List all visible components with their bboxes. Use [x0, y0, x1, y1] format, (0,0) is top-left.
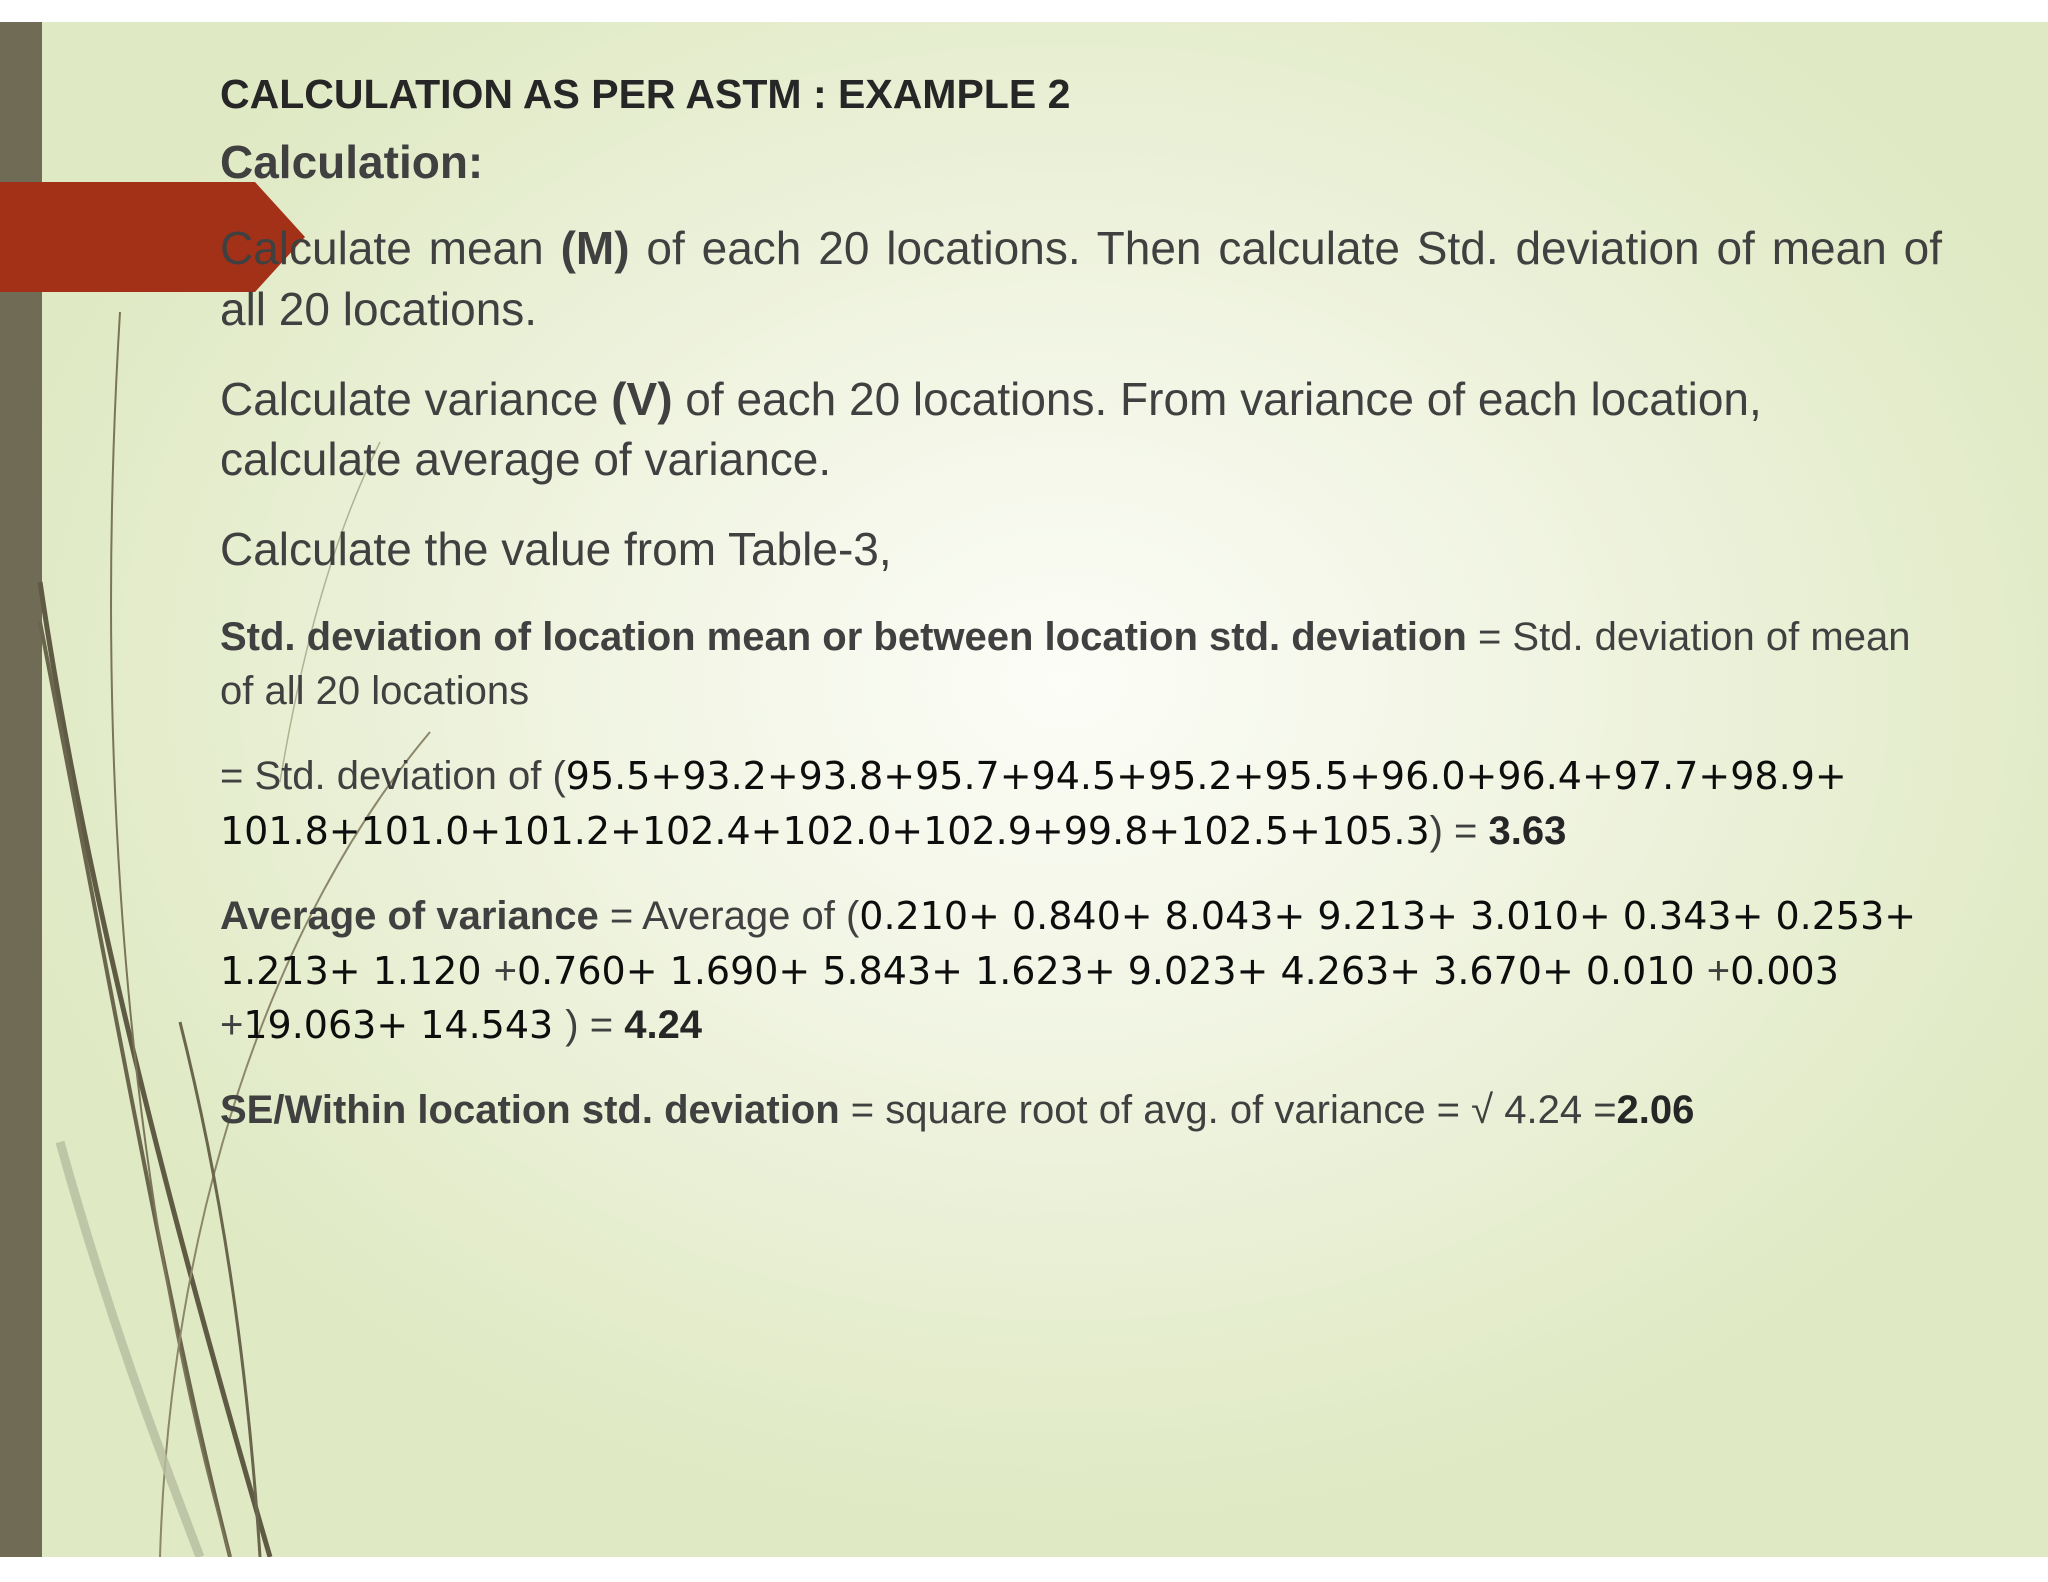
result-std-deviation: 3.63 — [1488, 809, 1567, 854]
paragraph-between-location — [220, 610, 1942, 720]
bold-text: SE/Within location std. deviation — [220, 1088, 840, 1133]
variance-values: 19.063+ 14.543 — [243, 1003, 566, 1048]
bold-text: Std. deviation of location mean or between location std. deviation — [220, 614, 1467, 659]
variance-values: 0.003 — [1730, 948, 1839, 993]
slide — [0, 22, 2048, 1557]
text: Calculate mean — [220, 222, 561, 275]
curve-2 — [40, 622, 230, 1557]
paragraph-within-location — [220, 1083, 1942, 1138]
text: ) = — [565, 1003, 625, 1048]
bold-text: (M) — [560, 222, 630, 275]
text: + — [1706, 948, 1731, 993]
text: of each 20 locations. From variance of each location, calculate average of variance. — [220, 372, 1762, 486]
bold-text: Average of variance — [220, 893, 599, 938]
mean-values: 95.5+93.2+93.8+95.7+94.5+95.2+95.5+96.0+96.4+97.7+98.9+ 101.8+101.0+101.2+102.4+102.0+102.9+99.8+102.5+105.3 — [220, 754, 1847, 854]
slide-title: CALCULATION AS PER ASTM : EXAMPLE 2 — [220, 71, 1071, 117]
paragraph-mean — [220, 218, 1942, 339]
paragraph-table-value: Calculate the value from Table-3, — [220, 523, 892, 576]
text: = Std. deviation of mean of all 20 locations — [220, 614, 1911, 714]
result-average-variance: 4.24 — [624, 1003, 703, 1048]
paragraph-std-deviation-values — [220, 749, 1942, 859]
bold-text: (V) — [611, 372, 673, 425]
result-within-location: 2.06 — [1616, 1088, 1695, 1133]
text: + — [493, 948, 517, 993]
text: = Std. deviation of ( — [220, 754, 566, 799]
text: = Average of ( — [598, 893, 860, 938]
text: ) = — [1429, 809, 1489, 854]
variance-values: 0.760+ 1.690+ 5.843+ 1.623+ 9.023+ 4.263+ 3.670+ 0.010 — [516, 948, 1707, 993]
text: + — [220, 1003, 244, 1048]
text: = square root of avg. of variance = √ 4.24 = — [839, 1088, 1617, 1133]
paragraph-average-variance — [220, 889, 1942, 1053]
text: Calculate variance — [220, 372, 612, 425]
slide-content — [220, 70, 1942, 1168]
slide-subtitle: Calculation: — [220, 136, 484, 189]
variance-values: 0.210+ 0.840+ 8.043+ 9.213+ 3.010+ 0.343+ 0.253+ 1.213+ 1.120 — [220, 893, 1917, 993]
text: of each 20 locations. Then calculate Std. deviation of mean of all 20 locations. — [220, 222, 1943, 335]
paragraph-variance — [220, 369, 1942, 490]
